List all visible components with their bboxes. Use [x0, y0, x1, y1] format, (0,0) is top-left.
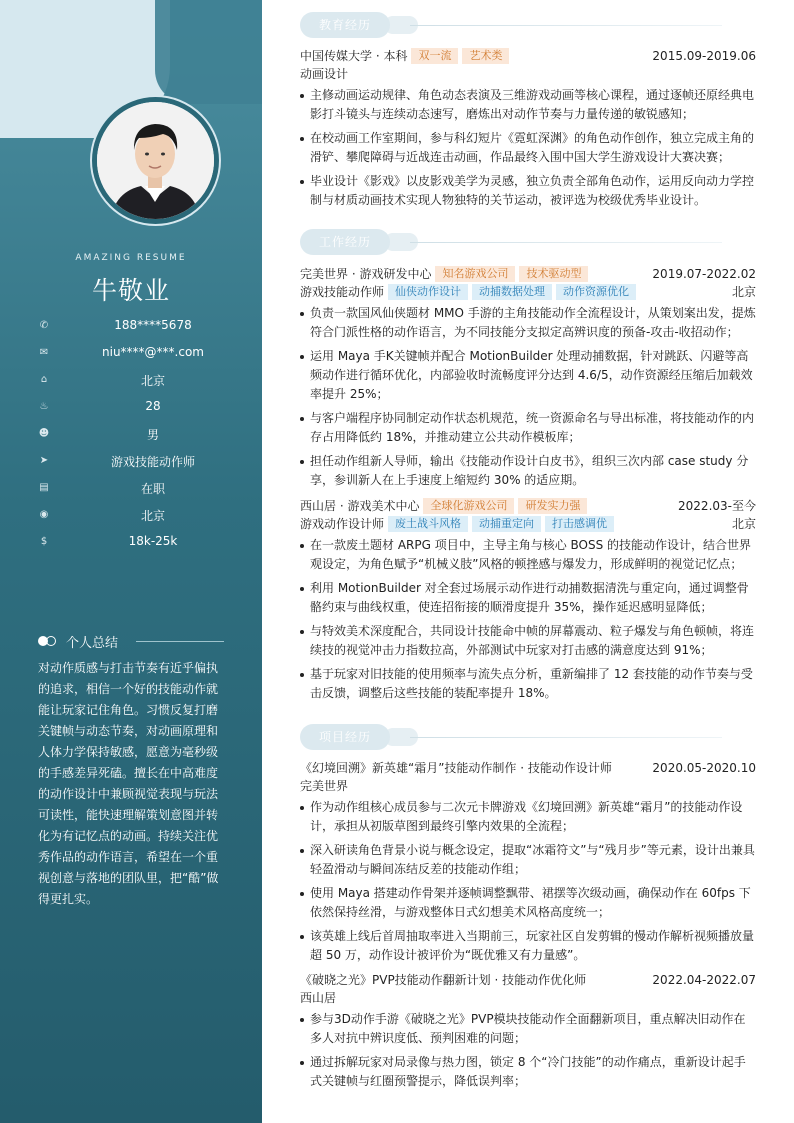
role-tag: 仙侠动作设计 [388, 284, 468, 300]
home-icon: ⌂ [40, 374, 48, 385]
summary-header [38, 632, 224, 650]
project-period: 2022.04-2022.07 [652, 973, 756, 987]
divider [410, 737, 722, 738]
profile-photo [92, 97, 219, 224]
project-entry [300, 759, 756, 970]
work-period: 2019.07-2022.02 [652, 267, 756, 281]
list-item: 通过拆解玩家对局录像与热力图，锁定 8 个“冷门技能”的动作痛点，重新设计起手式关键帧与红圈预警提示，降低误判率； [300, 1053, 756, 1091]
list-item: 利用 MotionBuilder 对全套过场展示动作进行动捕数据清洗与重定向，通过调整骨骼约束与曲线权重，使连招衔接的顺滑度提升 35%，操作延迟感明显降低； [300, 579, 756, 617]
contact-info-value: niu****@***.com [102, 345, 204, 359]
divider [410, 242, 722, 243]
school-tag: 艺术类 [462, 48, 509, 64]
list-item: 作为动作组核心成员参与二次元卡牌游戏《幻境回溯》新英雄“霜月”的技能动作设计，承担从初版草图到最终引擎内效果的全流程； [300, 798, 756, 836]
contact-info-value: 18k-25k [128, 534, 178, 548]
list-item: 负责一款国风仙侠题材 MMO 手游的主角技能动作全流程设计，从策划案出发，提炼符合门派性格的动作语言，为不同技能分支拟定高辨识度的预备-攻击-收招动作； [300, 304, 756, 342]
project-org: 西山居 [300, 991, 337, 1005]
section-title: 工作经历 [300, 229, 390, 255]
company-tag: 全球化游戏公司 [423, 498, 514, 514]
contact-info-value: 北京 [140, 509, 165, 523]
sidebar [0, 0, 262, 1123]
contact-info-row [38, 318, 238, 334]
contact-info-row [38, 534, 238, 550]
project-entry [300, 971, 756, 1096]
project-name: 《幻境回溯》新英雄“霜月”技能动作制作 · 技能动作设计师 [300, 761, 612, 775]
list-item: 毕业设计《影戏》以皮影戏美学为灵感，独立负责全部角色动作，运用反向动力学控制与材质动画技术实现人物独特的关节运动，被评选为校级优秀毕业设计。 [300, 172, 756, 210]
project-name: 《破晓之光》PVP技能动作翻新计划 · 技能动作优化师 [300, 973, 587, 987]
contact-info-row [38, 372, 238, 388]
contact-info-value: 男 [146, 428, 159, 442]
contact-info-row [38, 480, 238, 496]
company-tag: 研发实力强 [518, 498, 587, 514]
company-tag: 知名游戏公司 [435, 266, 515, 282]
list-item: 参与3D动作手游《破晓之光》PVP模块技能动作全面翻新项目，重点解决旧动作在多人对抗中辨识度低、预判困难的问题； [300, 1010, 756, 1048]
school-tag: 双一流 [411, 48, 458, 64]
list-item: 在一款废土题材 ARPG 项目中，主导主角与核心 BOSS 的技能动作设计，结合世界观设定，为角色赋予“机械义肢”风格的顿挫感与爆发力，形成鲜明的视觉记忆点； [300, 536, 756, 574]
contact-info-value: 28 [145, 399, 161, 413]
birthday-cake-icon: ♨ [39, 401, 49, 412]
education-bullets [300, 86, 756, 210]
company-name: 西山居 · 游戏美术中心 [300, 499, 420, 513]
list-item: 该英雄上线后首周抽取率进入当期前三，玩家社区自发剪辑的慢动作解析视频播放量超 50 万，动作设计被评价为“既优雅又有力量感”。 [300, 927, 756, 965]
divider [410, 25, 722, 26]
role-tag: 动捕重定向 [472, 516, 541, 532]
section-header-projects [300, 724, 760, 750]
role-tag: 动捕数据处理 [472, 284, 552, 300]
summary-text: 对动作质感与打击节奏有近乎偏执的追求，相信一个好的技能动作就能让玩家记住角色。习惯反复打磨关键帧与动态节奏，对动画原理和人体力学保持敏感，愿意为毫秒级的手感差异死磕。擅长在中高难度的动作设计中兼顾视觉表现与玩法可读性，能快速理解策划意图并转化为有记忆点的动画。持续关注优秀作品的动作语言，希望在一个重视创意与落地的团队里，把“酷”做得更扎实。 [38, 661, 219, 906]
education-entry [300, 47, 756, 215]
work-period: 2022.03-至今 [678, 499, 756, 513]
briefcase-icon: ▤ [39, 482, 49, 493]
contact-info-row [38, 345, 238, 361]
send-icon: ➤ [39, 455, 49, 466]
list-item: 主修动画运动规律、角色动态表演及三维游戏动画等核心课程，通过逐帧还原经典电影打斗镜头与连续动态速写，磨炼出对动作节奏与力量传递的敏锐感知； [300, 86, 756, 124]
contact-info-row [38, 507, 238, 523]
section-header-education [300, 12, 760, 38]
project-period: 2020.05-2020.10 [652, 761, 756, 775]
contact-info-value: 北京 [140, 374, 165, 388]
project-bullets [300, 1010, 756, 1091]
company-tag: 技术驱动型 [519, 266, 588, 282]
divider [136, 641, 224, 642]
contact-info-value: 188****5678 [114, 318, 192, 332]
salary-icon: $ [40, 536, 48, 547]
section-header-work [300, 229, 760, 255]
job-role: 游戏动作设计师 [300, 517, 385, 531]
list-item: 基于玩家对旧技能的使用频率与流失点分析，重新编排了 12 套技能的动作节奏与受击反馈，调整后这些技能的装配率提升 18%。 [300, 665, 756, 703]
school-name: 中国传媒大学 · 本科 [300, 49, 408, 63]
major: 动画设计 [300, 67, 349, 81]
project-org: 完美世界 [300, 779, 349, 793]
role-tag: 打击感调优 [545, 516, 614, 532]
summary-title: 个人总结 [66, 636, 119, 651]
section-title: 教育经历 [300, 12, 390, 38]
phone-icon: ✆ [39, 320, 49, 331]
work-bullets [300, 536, 756, 703]
contact-info-value: 在职 [140, 482, 165, 496]
list-item: 担任动作组新人导师，输出《技能动作设计白皮书》，组织三次内部 case study 分享，参训新人在上手速度上缩短约 30% 的适应期。 [300, 452, 756, 490]
role-tag: 废土战斗风格 [388, 516, 468, 532]
list-item: 使用 Maya 搭建动作骨架并逐帧调整飘带、裙摆等次级动画，确保动作在 60fps 下依然保持丝滑，与游戏整体日式幻想美术风格高度统一； [300, 884, 756, 922]
contact-info-row [38, 399, 238, 415]
list-item: 运用 Maya 手K关键帧并配合 MotionBuilder 处理动捕数据，针对跳跃、闪避等高频动作进行循环优化，内部验收时流畅度评分达到 4.6/5，动作资源经压缩后加载效率提升 25%； [300, 347, 756, 404]
work-bullets [300, 304, 756, 490]
role-tag: 动作资源优化 [556, 284, 636, 300]
contact-info-row [38, 426, 238, 442]
summary-dots-icon [38, 636, 58, 646]
list-item: 在校动画工作室期间，参与科幻短片《霓虹深渊》的角色动作创作，独立完成主角的滑铲、攀爬障碍与近战连击动画，作品最终入围中国大学生游戏设计大赛决赛； [300, 129, 756, 167]
education-period: 2015.09-2019.06 [652, 49, 756, 63]
location-pin-icon: ◉ [39, 509, 49, 520]
candidate-name: 牛敬业 [91, 276, 170, 305]
job-city: 北京 [731, 285, 756, 299]
work-entry [300, 497, 756, 708]
list-item: 与客户端程序协同制定动作状态机规范，统一资源命名与导出标准，将技能动作的内存占用降低约 18%，并推动建立公共动作模板库； [300, 409, 756, 447]
company-name: 完美世界 · 游戏研发中心 [300, 267, 432, 281]
gender-icon: ☻ [38, 428, 50, 439]
list-item: 与特效美术深度配合，共同设计技能命中帧的屏幕震动、粒子爆发与角色顿帧，将连续技的视觉冲击力指数拉高，外部测试中玩家对打击感的满意度达到 91%； [300, 622, 756, 660]
job-city: 北京 [731, 517, 756, 531]
contact-info-value: 游戏技能动作师 [110, 455, 195, 469]
project-bullets [300, 798, 756, 965]
decorative-shape [155, 0, 262, 104]
job-role: 游戏技能动作师 [300, 285, 385, 299]
section-title: 项目经历 [300, 724, 390, 750]
work-entry [300, 265, 756, 495]
email-icon: ✉ [39, 347, 49, 358]
contact-info-row [38, 453, 238, 469]
resume-tagline: AMAZING RESUME [75, 253, 187, 263]
list-item: 深入研读角色背景小说与概念设定，提取“冰霜符文”与“残月步”等元素，设计出兼具轻盈滑动与瞬间冻结反差的技能动作组； [300, 841, 756, 879]
